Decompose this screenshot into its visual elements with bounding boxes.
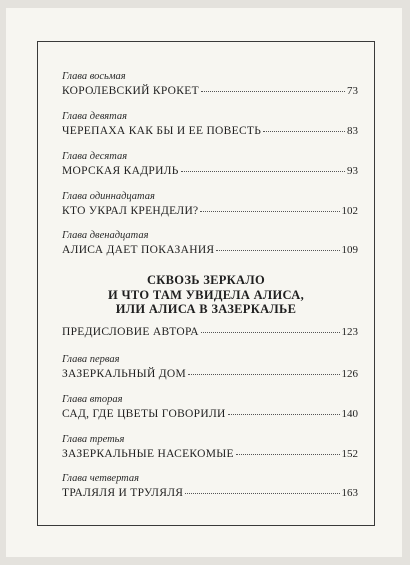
toc-entry-chapter-1[interactable]: [62, 354, 358, 381]
toc-entry-preface[interactable]: [62, 324, 358, 339]
toc-row: [62, 486, 358, 500]
section-heading-line: ИЛИ АЛИСА В ЗАЗЕРКАЛЬЕ: [115, 302, 297, 316]
dot-leader: [216, 250, 339, 251]
toc-row: [62, 84, 358, 98]
toc-row: [62, 325, 358, 339]
toc-entry-chapter-9[interactable]: [62, 111, 358, 138]
page-number: 152: [341, 448, 358, 460]
chapter-label: Глава десятая: [62, 151, 128, 162]
chapter-label: Глава восьмая: [62, 71, 126, 82]
toc-entry-chapter-3[interactable]: [62, 434, 358, 461]
page-number: 140: [341, 408, 358, 420]
chapter-title: САД, ГДЕ ЦВЕТЫ ГОВОРИЛИ: [62, 408, 226, 420]
toc-row: [62, 164, 358, 178]
toc-row: [62, 407, 358, 421]
section-heading-line: СКВОЗЬ ЗЕРКАЛО: [146, 273, 266, 287]
page-number: 109: [341, 244, 358, 256]
section-heading-line: И ЧТО ТАМ УВИДЕЛА АЛИСА,: [108, 287, 304, 302]
chapter-title: КОРОЛЕВСКИЙ КРОКЕТ: [62, 85, 199, 97]
dot-leader: [200, 211, 339, 212]
dot-leader: [228, 414, 340, 415]
dot-leader: [201, 332, 340, 333]
dot-leader: [201, 91, 345, 92]
chapter-title: ЗАЗЕРКАЛЬНЫЕ НАСЕКОМЫЕ: [62, 448, 234, 460]
chapter-label: Глава девятая: [62, 111, 127, 122]
chapter-title: ПРЕДИСЛОВИЕ АВТОРА: [62, 326, 199, 338]
page-number: 163: [341, 487, 358, 499]
toc-row: [62, 367, 358, 381]
chapter-title: ТРАЛЯЛЯ И ТРУЛЯЛЯ: [62, 487, 184, 499]
dot-leader: [188, 374, 339, 375]
chapter-label: Глава третья: [62, 434, 125, 445]
toc-entry-chapter-12[interactable]: [62, 230, 358, 257]
toc-entry-chapter-8[interactable]: [62, 71, 358, 98]
toc-row: [62, 447, 358, 461]
chapter-label: Глава вторая: [62, 394, 123, 405]
toc-row: [62, 204, 358, 218]
page-number: 73: [347, 85, 358, 97]
section-heading: [37, 273, 375, 317]
toc-entry-chapter-2[interactable]: [62, 394, 358, 421]
chapter-title: КТО УКРАЛ КРЕНДЕЛИ?: [62, 205, 199, 217]
page-number: 123: [341, 326, 358, 338]
dot-leader: [181, 171, 345, 172]
book-page: [6, 8, 402, 557]
chapter-title: АЛИСА ДАЕТ ПОКАЗАНИЯ: [62, 244, 215, 256]
dot-leader: [236, 454, 340, 455]
chapter-label: Глава двенадцатая: [62, 230, 149, 241]
page-number: 83: [347, 125, 358, 137]
page-number: 126: [341, 368, 358, 380]
chapter-label: Глава четвертая: [62, 473, 140, 484]
toc-row: [62, 124, 358, 138]
toc-entry-chapter-11[interactable]: [62, 191, 358, 218]
page-number: 102: [341, 205, 358, 217]
chapter-title: МОРСКАЯ КАДРИЛЬ: [62, 165, 179, 177]
chapter-label: Глава одиннадцатая: [62, 191, 155, 202]
toc-entry-chapter-4[interactable]: [62, 473, 358, 500]
page-number: 93: [347, 165, 358, 177]
toc-entry-chapter-10[interactable]: [62, 151, 358, 178]
chapter-label: Глава первая: [62, 354, 120, 365]
dot-leader: [185, 493, 339, 494]
toc-row: [62, 243, 358, 257]
chapter-title: ЗАЗЕРКАЛЬНЫЙ ДОМ: [62, 368, 187, 380]
chapter-title: ЧЕРЕПАХА КАК БЫ И ЕЕ ПОВЕСТЬ: [62, 125, 262, 137]
dot-leader: [263, 131, 345, 132]
